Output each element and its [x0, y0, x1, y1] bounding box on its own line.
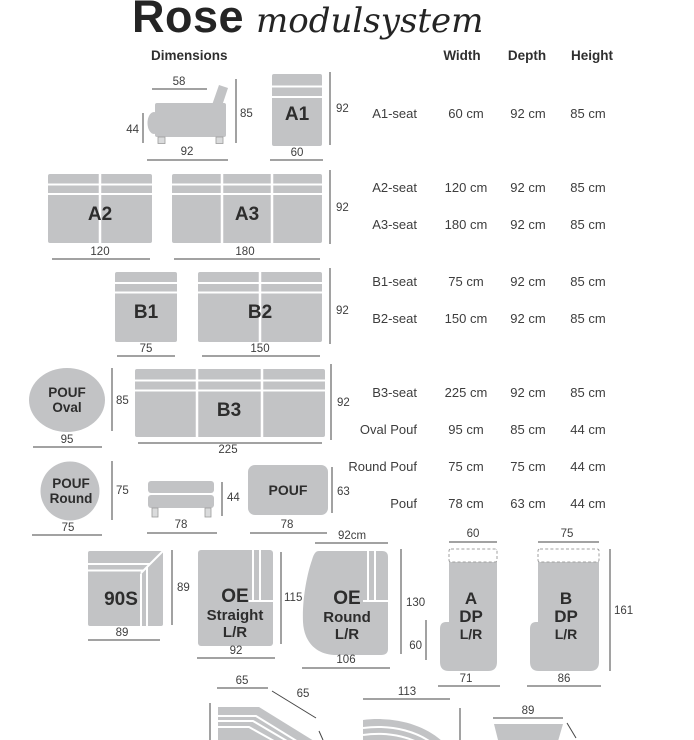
- dim-b3-width: 225: [218, 444, 238, 456]
- brand-name: Rose: [132, 0, 245, 42]
- row-name: Pouf: [390, 496, 417, 511]
- row-height: 85 cm: [570, 274, 606, 289]
- module-corner-curved: [363, 686, 460, 740]
- module-label-pouf-oval-1: POUF: [48, 385, 86, 400]
- dim-pouf-side-height: 44: [227, 492, 240, 504]
- module-label-b3: B3: [216, 400, 242, 421]
- column-header-depth: Depth: [507, 48, 547, 63]
- dim-a1-depth: 92: [336, 103, 349, 115]
- module-label-a-dp-1: A: [464, 589, 478, 608]
- module-label-90s: 90S: [104, 589, 138, 610]
- dim-a3-depth: 92: [336, 202, 349, 214]
- dim-corner-45-top: 65: [235, 675, 249, 687]
- dim-a-dp-top: 60: [466, 528, 480, 540]
- module-label-oe-straight-3: L/R: [222, 624, 248, 641]
- module-label-oe-round-2: Round: [323, 609, 371, 626]
- row-height: 85 cm: [570, 106, 606, 121]
- module-label-a-dp-2: DP: [459, 607, 483, 626]
- dim-pouf-round-width: 75: [61, 522, 75, 534]
- module-label-a2: A2: [87, 204, 113, 225]
- module-label-oe-round-3: L/R: [334, 626, 360, 643]
- module-label-b2: B2: [247, 302, 273, 323]
- row-depth: 92 cm: [510, 311, 546, 326]
- module-b-dp: [527, 528, 633, 686]
- module-pouf-top: [248, 465, 350, 533]
- row-height: 44 cm: [570, 496, 606, 511]
- dim-a-dp-bottom: 71: [459, 673, 473, 685]
- column-header-height: Height: [571, 48, 613, 63]
- row-name: Round Pouf: [348, 459, 417, 474]
- row-width: 180 cm: [444, 217, 488, 232]
- dim-b-dp-height: 161: [614, 605, 634, 617]
- module-label-oe-straight-1: OE: [221, 586, 249, 607]
- row-width: 95 cm: [448, 422, 484, 437]
- module-label-b-dp-1: B: [559, 589, 573, 608]
- dim-b-dp-top: 75: [560, 528, 574, 540]
- dim-a1-side-bottom: 92: [180, 146, 194, 158]
- dim-pouf-oval-depth: 85: [116, 395, 129, 407]
- row-height: 85 cm: [570, 311, 606, 326]
- row-height: 85 cm: [570, 385, 606, 400]
- module-label-pouf-round-2: Round: [49, 491, 93, 506]
- dim-corner-curved-top: 113: [397, 686, 417, 698]
- module-90s: [88, 550, 190, 640]
- row-width: 78 cm: [448, 496, 484, 511]
- row-depth: 63 cm: [510, 496, 546, 511]
- title-suffix: modulsystem: [256, 1, 484, 41]
- row-name: A2-seat: [372, 180, 417, 195]
- module-pouf-round: [32, 461, 129, 535]
- row-depth: 92 cm: [510, 106, 546, 121]
- module-oe-round: [302, 530, 426, 668]
- row-depth: 92 cm: [510, 180, 546, 195]
- row-height: 85 cm: [570, 180, 606, 195]
- dim-a1-side-right: 85: [240, 108, 253, 120]
- module-pouf-oval: [29, 368, 129, 447]
- module-label-a1: A1: [284, 104, 310, 125]
- row-name: B3-seat: [372, 385, 417, 400]
- row-width: 75 cm: [448, 274, 484, 289]
- dim-b1-width: 75: [139, 343, 153, 355]
- row-height: 44 cm: [570, 422, 606, 437]
- row-width: 60 cm: [448, 106, 484, 121]
- module-label-a-dp-3: L/R: [459, 626, 483, 642]
- dim-step-height: 60: [409, 640, 422, 652]
- module-wedge: [493, 705, 576, 740]
- row-depth: 92 cm: [510, 274, 546, 289]
- module-label-b1: B1: [133, 302, 159, 323]
- row-name: B1-seat: [372, 274, 417, 289]
- module-oe-straight: [197, 550, 302, 658]
- dim-pouf-round-depth: 75: [116, 485, 129, 497]
- dim-wedge-top: 89: [521, 705, 535, 717]
- row-width: 150 cm: [444, 311, 488, 326]
- column-header-width: Width: [443, 48, 481, 63]
- dim-b-dp-bottom: 86: [557, 673, 571, 685]
- module-label-pouf-round-1: POUF: [52, 476, 90, 491]
- module-a1-sideview: [126, 76, 253, 160]
- module-label-a3: A3: [234, 204, 260, 225]
- module-a2: [48, 174, 152, 259]
- module-a3: [172, 170, 349, 259]
- dim-90s-depth: 89: [177, 582, 190, 594]
- row-name: B2-seat: [372, 311, 417, 326]
- row-name: Oval Pouf: [359, 422, 417, 437]
- dim-b2-depth: 92: [336, 305, 349, 317]
- row-width: 120 cm: [444, 180, 488, 195]
- dim-oe-round-top: 92cm: [337, 530, 367, 542]
- module-b1: [115, 272, 177, 356]
- dim-oe-straight-width: 92: [229, 645, 243, 657]
- module-a-dp: [438, 528, 500, 686]
- module-label-pouf: POUF: [268, 482, 308, 498]
- row-width: 75 cm: [448, 459, 484, 474]
- dim-a3-width: 180: [235, 246, 255, 258]
- row-depth: 92 cm: [510, 385, 546, 400]
- row-name: A3-seat: [372, 217, 417, 232]
- dim-a1-side-top: 58: [172, 76, 186, 88]
- dim-oe-straight-depth: 115: [284, 592, 303, 604]
- dim-pouf-side-width: 78: [174, 519, 188, 531]
- dim-pouf-width: 78: [280, 519, 294, 531]
- row-width: 225 cm: [444, 385, 488, 400]
- row-depth: 85 cm: [510, 422, 546, 437]
- row-depth: 92 cm: [510, 217, 546, 232]
- dim-pouf-oval-width: 95: [60, 434, 74, 446]
- dim-a2-width: 120: [90, 246, 110, 258]
- module-label-pouf-oval-2: Oval: [52, 400, 82, 415]
- dim-a1-width: 60: [290, 147, 304, 159]
- module-label-oe-round-1: OE: [333, 588, 361, 609]
- module-pouf-sideview: [147, 481, 240, 533]
- dim-pouf-depth: 63: [337, 486, 350, 498]
- module-label-b-dp-2: DP: [554, 607, 578, 626]
- dim-b3-depth: 92: [337, 397, 350, 409]
- module-corner-45: [210, 675, 323, 740]
- module-b3: [135, 364, 350, 456]
- module-label-oe-straight-2: Straight: [206, 607, 264, 624]
- dim-b2-width: 150: [250, 343, 270, 355]
- dim-corner-45-diagonal: 65: [296, 688, 310, 700]
- dim-90s-width: 89: [115, 627, 129, 639]
- module-b2: [198, 268, 349, 356]
- row-depth: 75 cm: [510, 459, 546, 474]
- dim-a1-side-left: 44: [126, 124, 139, 136]
- row-height: 44 cm: [570, 459, 606, 474]
- module-a1: [270, 72, 349, 160]
- dim-oe-round-depth: 130: [406, 597, 426, 609]
- row-name: A1-seat: [372, 106, 417, 121]
- dimensions-heading: Dimensions: [151, 48, 228, 63]
- dim-oe-round-width: 106: [336, 654, 356, 666]
- row-height: 85 cm: [570, 217, 606, 232]
- module-label-b-dp-3: L/R: [554, 626, 578, 642]
